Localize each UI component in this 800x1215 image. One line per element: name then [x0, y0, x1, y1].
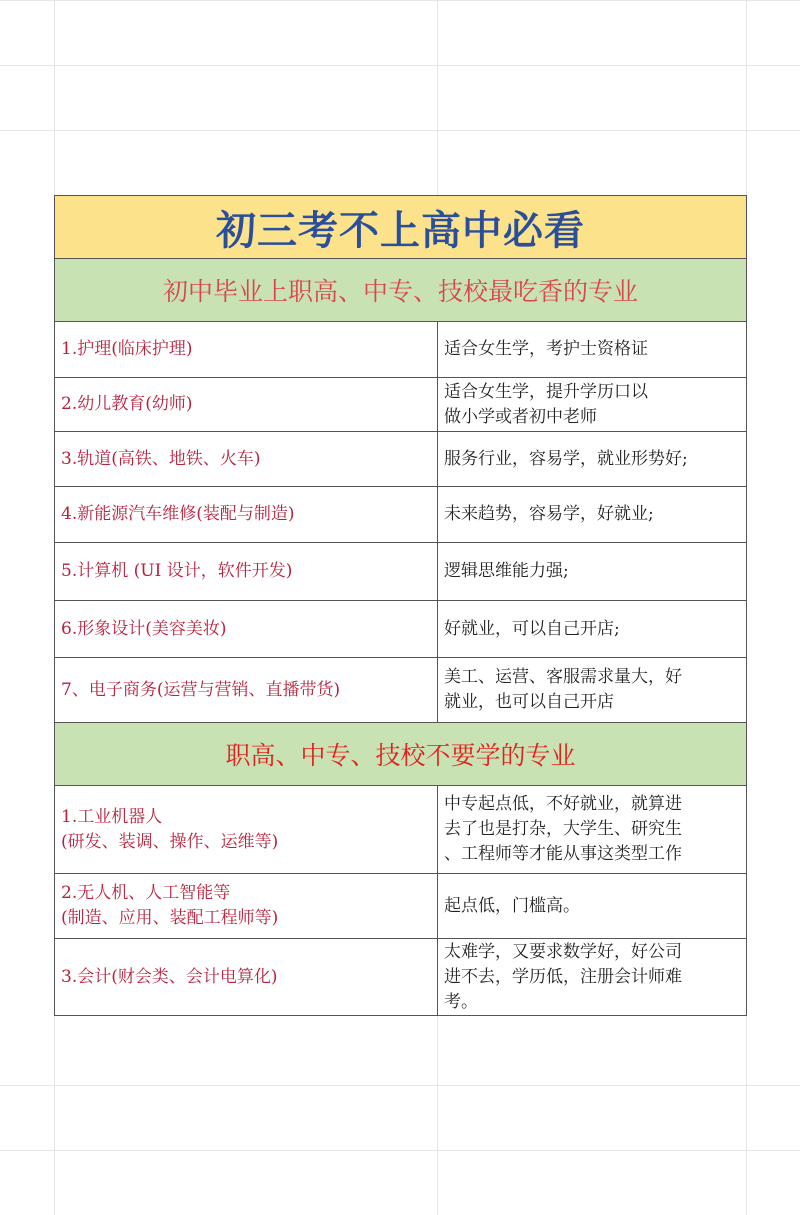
major-cell[interactable]: 6.形象设计(美容美妆) [55, 601, 438, 658]
table-row [55, 432, 747, 487]
table-row [55, 939, 747, 1016]
grid-line [0, 0, 800, 1]
major-cell[interactable]: 3.会计(财会类、会计电算化) [55, 939, 438, 1016]
table-row [55, 658, 747, 723]
major-cell[interactable]: 1.工业机器人 (研发、装调、操作、运维等) [55, 786, 438, 874]
table-row [55, 487, 747, 543]
table-row [55, 543, 747, 601]
table-row [55, 601, 747, 658]
note-cell[interactable]: 美工、运营、客服需求量大，好 就业，也可以自己开店 [438, 658, 747, 723]
major-cell[interactable]: 3.轨道(高铁、地铁、火车) [55, 432, 438, 487]
grid-line [0, 65, 800, 66]
major-cell[interactable]: 2.无人机、人工智能等 (制造、应用、装配工程师等) [55, 874, 438, 939]
major-cell[interactable]: 4.新能源汽车维修(装配与制造) [55, 487, 438, 543]
note-cell[interactable]: 未来趋势，容易学，好就业; [438, 487, 747, 543]
table-row [55, 786, 747, 874]
note-cell[interactable]: 适合女生学，考护士资格证 [438, 322, 747, 378]
table-row [55, 378, 747, 432]
note-cell[interactable]: 服务行业，容易学，就业形势好; [438, 432, 747, 487]
majors-table [54, 195, 747, 1016]
major-cell[interactable]: 5.计算机 (UI 设计，软件开发) [55, 543, 438, 601]
page-title[interactable]: 初三考不上高中必看 [55, 196, 747, 259]
note-cell[interactable]: 逻辑思维能力强; [438, 543, 747, 601]
table-row [55, 322, 747, 378]
section-heading-avoid[interactable]: 职高、中专、技校不要学的专业 [55, 723, 747, 786]
note-cell[interactable]: 好就业，可以自己开店; [438, 601, 747, 658]
section-heading-recommended[interactable]: 初中毕业上职高、中专、技校最吃香的专业 [55, 259, 747, 322]
major-cell[interactable]: 1.护理(临床护理) [55, 322, 438, 378]
major-cell[interactable]: 2.幼儿教育(幼师) [55, 378, 438, 432]
major-cell[interactable]: 7、电子商务(运营与营销、直播带货) [55, 658, 438, 723]
table-row [55, 874, 747, 939]
note-cell[interactable]: 中专起点低，不好就业，就算进 去了也是打杂，大学生、研究生 、工程师等才能从事这类型工作 [438, 786, 747, 874]
grid-line [0, 1085, 800, 1086]
note-cell[interactable]: 适合女生学，提升学历口以 做小学或者初中老师 [438, 378, 747, 432]
note-cell[interactable]: 太难学，又要求数学好，好公司 进不去，学历低，注册会计师难 考。 [438, 939, 747, 1016]
note-cell[interactable]: 起点低，门槛高。 [438, 874, 747, 939]
grid-line [0, 1150, 800, 1151]
grid-line [0, 130, 800, 131]
